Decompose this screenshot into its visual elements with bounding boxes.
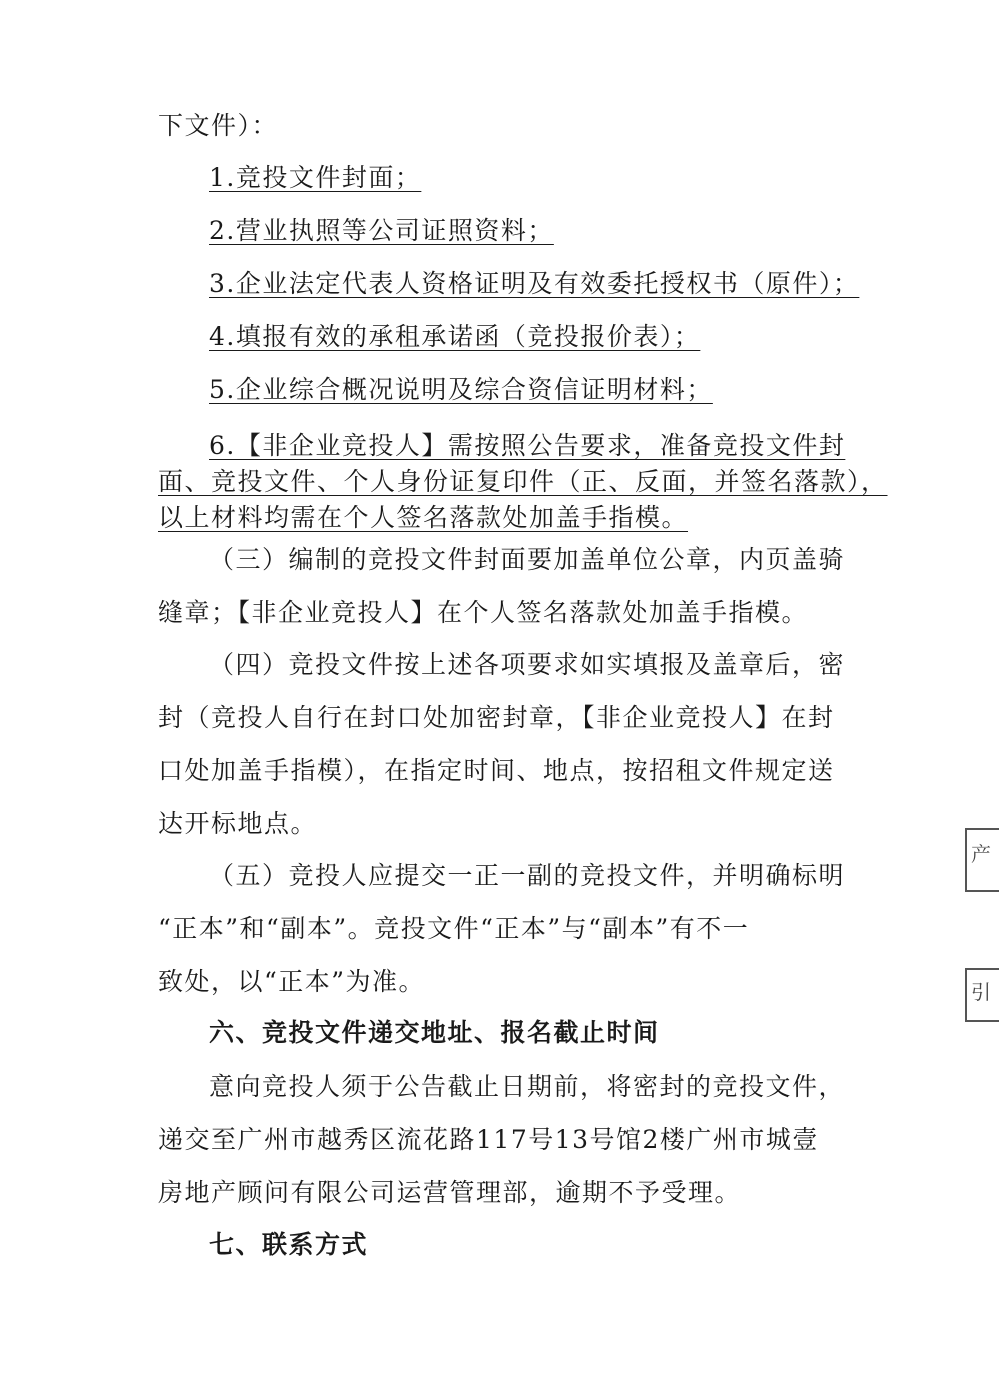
section-3-line-1: （三）编制的竞投文件封面要加盖单位公章，内页盖骑 — [209, 545, 846, 574]
seal-fragment-top — [965, 828, 999, 892]
intro-text: 下文件）： — [158, 111, 279, 140]
section-6-line-3: 房地产顾问有限公司运营管理部，逾期不予受理。 — [158, 1178, 742, 1207]
seal-char-2: 引 — [971, 980, 991, 1004]
section-4-line-1: （四）竞投文件按上述各项要求如实填报及盖章后，密 — [209, 650, 846, 679]
section-6-line-2: 递交至广州市越秀区流花路117号13号馆2楼广州市城壹 — [158, 1125, 819, 1154]
list-item-6-line-3: 以上材料均需在个人签名落款处加盖手指模。 — [158, 503, 689, 532]
heading-6: 六、竞投文件递交地址、报名截止时间 — [209, 1018, 660, 1047]
list-item-2: 2.营业执照等公司证照资料； — [209, 216, 554, 245]
section-4-line-3: 口处加盖手指模），在指定时间、地点，按招租文件规定送 — [158, 756, 835, 785]
section-5-line-2: “正本”和“副本”。竞投文件“正本”与“副本”有不一 — [158, 914, 750, 943]
seal-fragment-bottom — [965, 968, 999, 1022]
seal-char-1: 产 — [971, 842, 991, 866]
list-item-6-line-2: 面、竞投文件、个人身份证复印件（正、反面，并签名落款）， — [158, 467, 888, 496]
section-6-line-1: 意向竞投人须于公告截止日期前，将密封的竞投文件， — [209, 1072, 846, 1101]
list-item-5: 5.企业综合概况说明及综合资信证明材料； — [209, 375, 713, 404]
section-3-line-2: 缝章；【非企业竞投人】在个人签名落款处加盖手指模。 — [158, 598, 809, 627]
section-5-line-1: （五）竞投人应提交一正一副的竞投文件，并明确标明 — [209, 861, 846, 890]
list-item-4: 4.填报有效的承租承诺函（竞投报价表）； — [209, 322, 701, 351]
section-5-line-3: 致处，以“正本”为准。 — [158, 967, 426, 996]
section-4-line-2: 封（竞投人自行在封口处加密封章，【非企业竞投人】在封 — [158, 703, 835, 732]
list-item-1: 1.竞投文件封面； — [209, 163, 422, 192]
list-item-6-line-1: 6.【非企业竞投人】需按照公告要求，准备竞投文件封 — [209, 431, 846, 460]
list-item-3: 3.企业法定代表人资格证明及有效委托授权书（原件）； — [209, 269, 860, 298]
section-4-line-4: 达开标地点。 — [158, 809, 318, 838]
heading-7: 七、联系方式 — [209, 1230, 369, 1259]
